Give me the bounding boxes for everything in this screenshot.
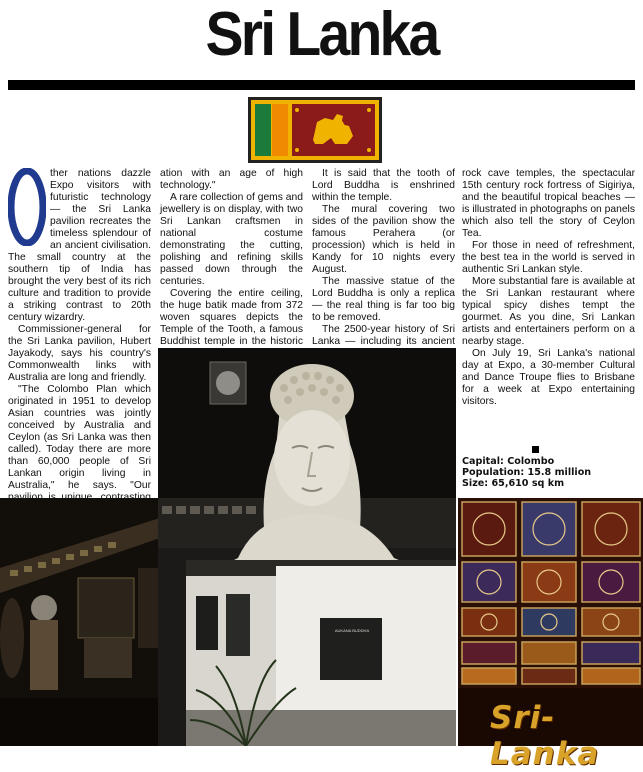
fact-capital: Capital: Colombo: [462, 456, 555, 467]
article-paragraph: rock cave temples, the spectacular 15th century rock fortress of Sigiriya, and the beautiful tropical beaches — is illustrated in photographs on panels which also tell the story of Ceylon Tea.: [462, 168, 635, 239]
article-paragraph: For those in need of refreshment, the best tea in the world is served in authentic Sri Lankan style.: [462, 240, 635, 275]
plaque-title: AUKANA BUDDHA: [334, 628, 370, 633]
article-paragraph: It is said that the tooth of Lord Buddha is enshrined within the temple.: [312, 168, 455, 203]
article-paragraph: The mural covering two sides of the pavilion show the famous Perahera (or procession) which is held in Kandy for 10 nights every August.: [312, 204, 455, 275]
article-paragraph: On July 19, Sri Lanka's national day at Expo, a 30-member Cultural and Dance Troupe flies to Brisbane for a week at Expo entertaining visitors.: [462, 348, 635, 407]
sri-lanka-flag: [248, 97, 382, 163]
sri-lanka-logo-text: Sri-Lanka: [490, 700, 600, 772]
dropcap-o-icon: [8, 168, 46, 246]
article-paragraph: Covering the entire ceiling, the huge batik made from 372 woven squares depicts the Temple of the Tooth, a famous Buddhist temple in the historic: [160, 288, 303, 347]
gallery-photo: [0, 498, 160, 746]
article-paragraph: The 2500-year history of Sri Lanka — including its ancient: [312, 324, 455, 347]
article-paragraph: "The Colombo Plan which originated in 1951 to develop Asian countries was jointly conceived by Australia and Ceylon (as Sri Lanka was then called). Today there are more than 60,000 people of Sri Lankan origin living in Australia," he says. "Our: [8, 384, 151, 491]
article-paragraph: A rare collection of gems and jewellery is on display, with two Sri Lankan craftsmen in national costume demonstrating the cutting, polishing and refining skills passed down through the centuries.: [160, 192, 303, 287]
article-column-1: [8, 168, 151, 508]
article-column-4: [462, 168, 635, 453]
article-column-2: [160, 168, 303, 346]
article-paragraph: ther nations dazzle Expo visitors with futuristic technology — the Sri Lanka pavilion recreates the timeless splendour of an ancient civilisation. The small country at the southern tip of India has brought the very best of its rich culture and tradition to provide a striking contrast to 20th century wizardry.: [8, 168, 151, 323]
article-paragraph: ation with an age of high technology.": [160, 168, 303, 191]
title-rule: [8, 80, 635, 90]
article-paragraph: More substantial fare is available at the Sri Lankan restaurant where typical spicy dishes tempt the gourmet. As you dine, Sri Lankan artists and entertainers perform on a nearby stage.: [462, 276, 635, 347]
country-facts: [462, 456, 635, 489]
fact-size: Size: 65,610 sq km: [462, 478, 565, 489]
page-title: Sri Lanka: [205, 0, 438, 69]
bullet-square-icon: [532, 446, 539, 453]
article-paragraph: Commissioner-general for the Sri Lanka pavilion, Hubert Jayakody, says his country's Commonwealth links with Australia are long and friendly.: [8, 324, 151, 383]
article-column-3: [312, 168, 455, 346]
article-paragraph: The massive statue of the Lord Buddha is only a replica — the real thing is far too big to be removed.: [312, 276, 455, 323]
pavilion-room-photo: [186, 560, 456, 746]
fact-population: Population: 15.8 million: [462, 467, 592, 478]
